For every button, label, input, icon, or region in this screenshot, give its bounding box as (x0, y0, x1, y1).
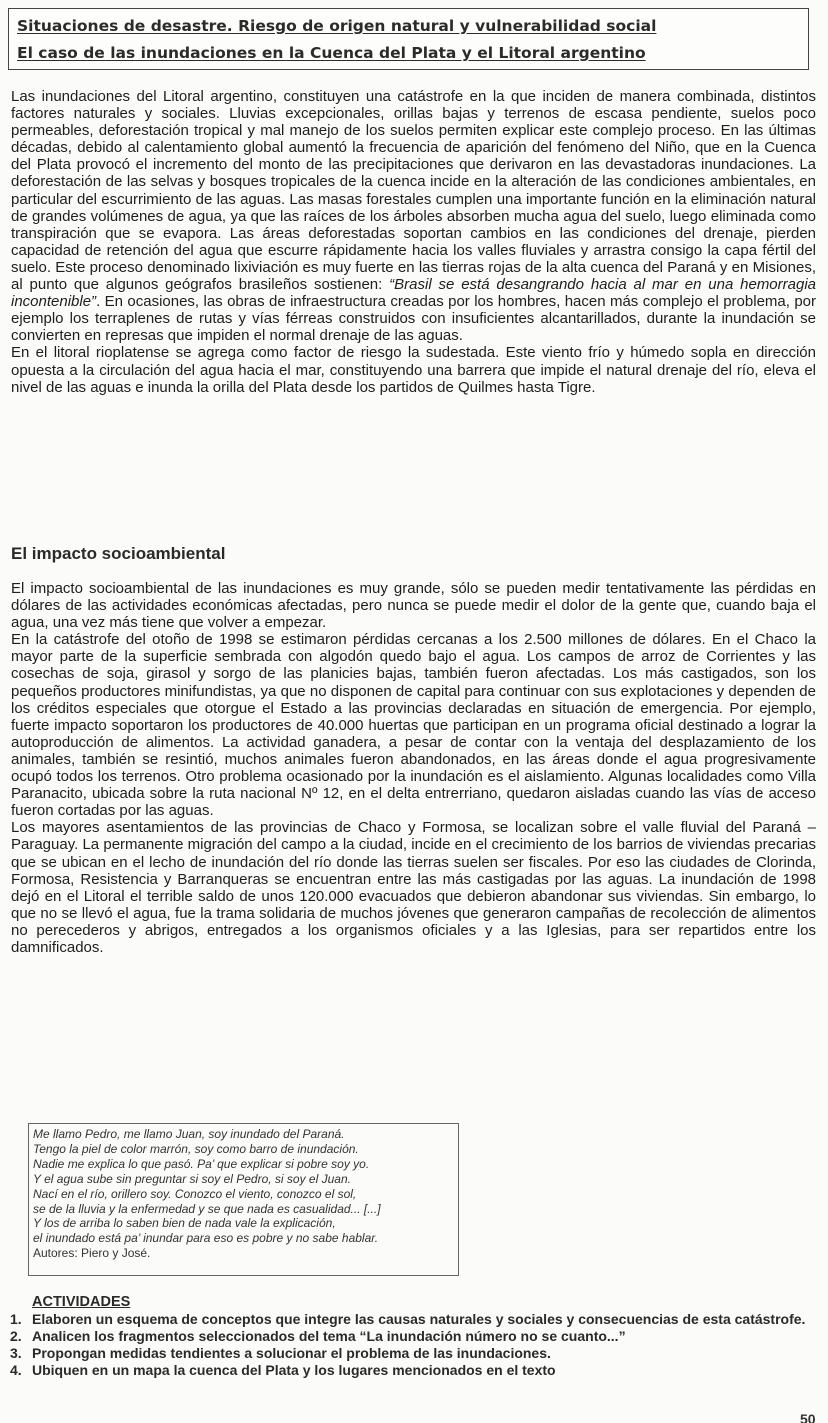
brazil-quote: “Brasil se está desangrando hacia al mar en una hemorragia incontenible” (11, 276, 817, 311)
poem-line: se de la lluvia y la enfermedad y se que nada es casualidad... [...] (33, 1201, 381, 1216)
activity-text: Elaboren un esquema de conceptos que integre las causas naturales y sociales y consecuencias de esta catástrofe. (32, 1311, 806, 1327)
impacto-section (11, 580, 816, 956)
poem-author: Autores: Piero y José. (33, 1246, 151, 1261)
poem-line: Y el agua sube sin preguntar si soy el Pedro, si soy el Juan. (33, 1171, 351, 1186)
activity-item (10, 1311, 822, 1328)
activity-number: 3. (10, 1345, 22, 1361)
poem-line: el inundado está pa’ inundar para eso es pobre y no sabe hablar. (33, 1231, 379, 1246)
poem-box (28, 1123, 459, 1276)
intro-paragraph-2: En el litoral rioplatense se agrega como factor de riesgo la sudestada. Este viento frío y húmedo sopla en dirección opuesta a la circulación del agua hacia el mar, constituyendo una barrera que impide el natural drenaje del río, eleva el nivel de las aguas e inunda la orilla del Plata desde los partidos de Quilmes hasta Tigre. (11, 344, 816, 396)
activity-item (10, 1362, 822, 1379)
poem-line: Tengo la piel de color marrón, soy como barro de inundación. (33, 1141, 359, 1156)
activities-title: ACTIVIDADES (32, 1294, 131, 1310)
document-title: Situaciones de desastre. Riesgo de origen natural y vulnerabilidad social (17, 17, 657, 35)
activity-text: Propongan medidas tendientes a solucionar el problema de las inundaciones. (32, 1345, 551, 1361)
activity-item (10, 1345, 822, 1362)
intro-section (11, 88, 816, 396)
activity-number: 2. (10, 1328, 22, 1344)
poem-line: Y los de arriba lo saben bien de nada vale la explicación, (33, 1216, 336, 1231)
impacto-paragraph-1: El impacto socioambiental de las inundaciones es muy grande, sólo se pueden medir tentativamente las pérdidas en dólares de las actividades económicas afectadas, pero nunca se puede medir el dolor de la gente que, cuando baja el agua, una vez más tiene que volver a empezar. (11, 580, 816, 632)
intro-paragraph-1: Las inundaciones del Litoral argentino, constituyen una catástrofe en la que inciden de manera combinada, distintos factores naturales y sociales. Lluvias excepcionales, orillas bajas y terrenos de escasa pendiente, suelos poco permeables, deforestación tropical y mal manejo de los suelos permiten explicar este complejo proceso. En las últimas décadas, debido al calentamiento global aumentó la frecuencia de aparición del fenómeno del Niño, que en la Cuenca del Plata provocó el incremento del monto de las precipitaciones que derivaron en las devastadoras inundaciones. La deforestación de las selvas y bosques tropicales de la cuenca incide en la alteración de las condiciones ambientales, en particular del escurrimiento de las aguas. Las masas forestales cumplen una importante función en la eliminación natural de grandes volúmenes de agua, ya que las raíces de los árboles absorben mucha agua del suelo, luego eliminada como transpiración que se evapora. Las áreas deforestadas soportan cambios en las condiciones del drenaje, pierden capacidad de retención del agua que escurre rápidamente hacia los valles fluviales y arrastra consigo la capa fértil del suelo. Este proceso denominado lixiviación es muy fuerte en las tierras rojas de la alta cuenca del Paraná y en Misiones, al punto que algunos geógrafos brasileños sostienen: “Brasil se está desangrando hacia al mar en una hemorragia incontenible”. En ocasiones, las obras de infraestructura creadas por los hombres, hacen más complejo el problema, por ejemplo los terraplenes de rutas y vías férreas construidos con insuficientes alcantarillados, durante la inundación se convierten en represas que impiden el normal drenaje de las aguas. (11, 88, 817, 345)
section-heading-impacto: El impacto socioambiental (11, 544, 226, 563)
impacto-paragraph-2: En la catástrofe del otoño de 1998 se estimaron pérdidas cercanas a los 2.500 millones de dólares. En el Chaco la mayor parte de la superficie sembrada con algodón quedo bajo el agua. Los campos de arroz de Corrientes y las cosechas de soja, girasol y sorgo de las planicies bajas, también fueron afectadas. Los más castigados, son los pequeños productores minifundistas, ya que no disponen de capital para continuar con sus explotaciones y dependen de los créditos especiales que otorgue el Estado a las provincias declaradas en situación de emergencia. Por ejemplo, fuerte impacto soportaron los productores de 40.000 huertas que participan en un programa oficial destinado a lograr la autoproducción de alimentos. La actividad ganadera, a pesar de contar con la ventaja del desplazamiento de los animales, también se resintió, muchos animales fueron abandonados, en las áreas donde el agua progresivamente ocupó todos los terrenos. Otro problema ocasionado por la inundación es el aislamiento. Algunas localidades como Villa Paranacito, ubicada sobre la ruta nacional Nº 12, en el delta entrerriano, quedaron aisladas cuando las vías de acceso fueron cortadas por las aguas. (11, 631, 816, 820)
page-number: 50 (800, 1411, 816, 1423)
activity-number: 1. (10, 1311, 22, 1327)
poem-line: Me llamo Pedro, me llamo Juan, soy inundado del Paraná. (33, 1127, 345, 1141)
impacto-paragraph-3: Los mayores asentamientos de las provincias de Chaco y Formosa, se localizan sobre el valle fluvial del Paraná – Paraguay. La permanente migración del campo a la ciudad, incide en el crecimiento de los barrios de viviendas precarias que se ubican en el lecho de inundación del río donde las tierras suelen ser fiscales. Por eso las ciudades de Clorinda, Formosa, Resistencia y Barranqueras se encuentran entre las más castigadas por las aguas. La inundación de 1998 dejó en el Litoral el terrible saldo de unos 120.000 evacuados que debieron abandonar sus viviendas. Sin embargo, lo que no se llevó el agua, fue la trama solidaria de muchos jóvenes que generaron campañas de recolección de alimentos no perecederos y abrigos, entregados a los organismos oficiales y a las Iglesias, para ser repartidos entre los damnificados. (11, 819, 816, 956)
poem-line: Nadie me explica lo que pasó. Pa’ que explicar si pobre soy yo. (33, 1156, 370, 1171)
activity-number: 4. (10, 1362, 22, 1378)
poem-line: Nací en el río, orillero soy. Conozco el viento, conozco el sol, (33, 1186, 357, 1201)
document-subtitle: El caso de las inundaciones en la Cuenca del Plata y el Litoral argentino (17, 44, 646, 62)
activity-item (10, 1328, 822, 1345)
activity-text: Ubiquen en un mapa la cuenca del Plata y los lugares mencionados en el texto (32, 1362, 556, 1378)
activities-section (10, 1294, 822, 1379)
title-box (8, 8, 809, 70)
activities-list (10, 1311, 822, 1379)
activity-text: Analicen los fragmentos seleccionados del tema “La inundación número no se cuanto...” (32, 1328, 626, 1344)
